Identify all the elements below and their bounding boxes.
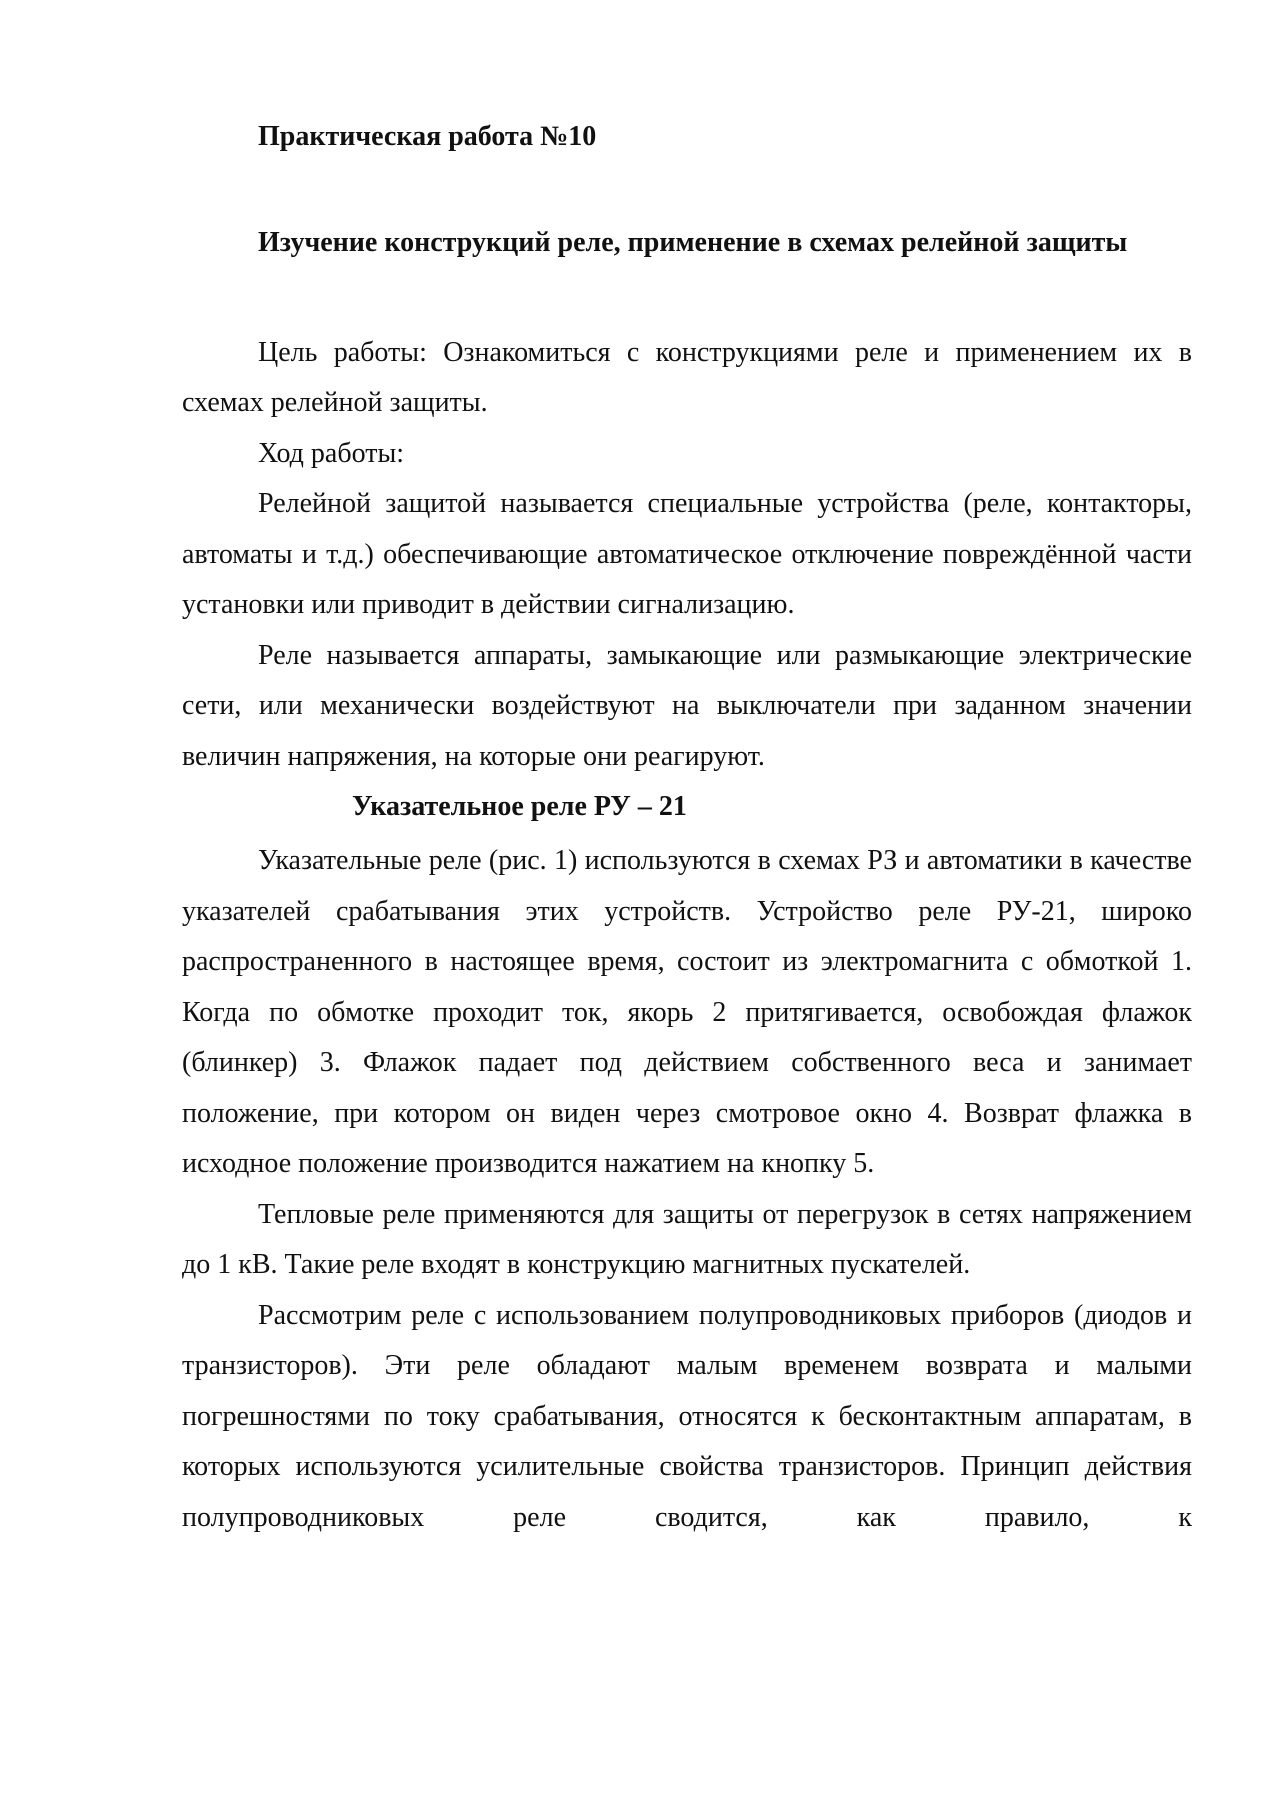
spacer xyxy=(182,162,1192,218)
paragraph-progress: Ход работы: xyxy=(258,437,405,469)
document-title: Практическая работа №10 xyxy=(258,121,597,152)
document-subtitle: Изучение конструкций реле, применение в схемах релейной защиты xyxy=(258,227,1128,258)
document-body xyxy=(182,112,1192,1543)
paragraph-semiconductor-relay: Рассмотрим реле с использованием полупроводниковых приборов (диодов и транзисторов). Эти реле обладают малым временем возврата и малыми погрешностями по току срабатывания, относятся к бесконтактным аппаратам, в которых используются усилительные свойства транзисторов. Принцип действия полупроводниковых реле сводится, как правило, к xyxy=(182,1299,1192,1533)
spacer xyxy=(182,269,1192,328)
paragraph-relay-protection: Релейной защитой называется специальные устройства (реле, контакторы, автоматы и т.д.) обеспечивающие автоматическое отключение повреждённой части установки или приводит в действии сигнализацию. xyxy=(182,488,1192,620)
section-heading: Указательное реле РУ – 21 xyxy=(352,791,687,822)
paragraph-relay-definition: Реле называется аппараты, замыкающие или размыкающие электрические сети, или механически воздействуют на выключатели при заданном значении величин напряжения, на которые они реагируют. xyxy=(182,639,1192,772)
paragraph-indicator-relay: Указательные реле (рис. 1) используются в схемах РЗ и автоматики в качестве указателей срабатывания этих устройств. Устройство реле РУ-21, широко распространенного в настоящее время, состоит из электромагнита с обмоткой 1. Когда по обмотке проходит ток, якорь 2 притягивается, освобождая флажок (блинкер) 3. Флажок падает под действием собственного веса и занимает положение, при котором он виден через смотровое окно 4. Возврат флажка в исходное положение производится нажатием на кнопку 5. xyxy=(182,845,1192,1179)
paragraph-goal: Цель работы: Ознакомиться с конструкциями реле и применением их в схемах релейной защиты. xyxy=(182,336,1192,418)
paragraph-thermal-relay: Тепловые реле применяются для защиты от перегрузок в сетях напряжением до 1 кВ. Такие реле входят в конструкцию магнитных пускателей. xyxy=(182,1198,1192,1280)
